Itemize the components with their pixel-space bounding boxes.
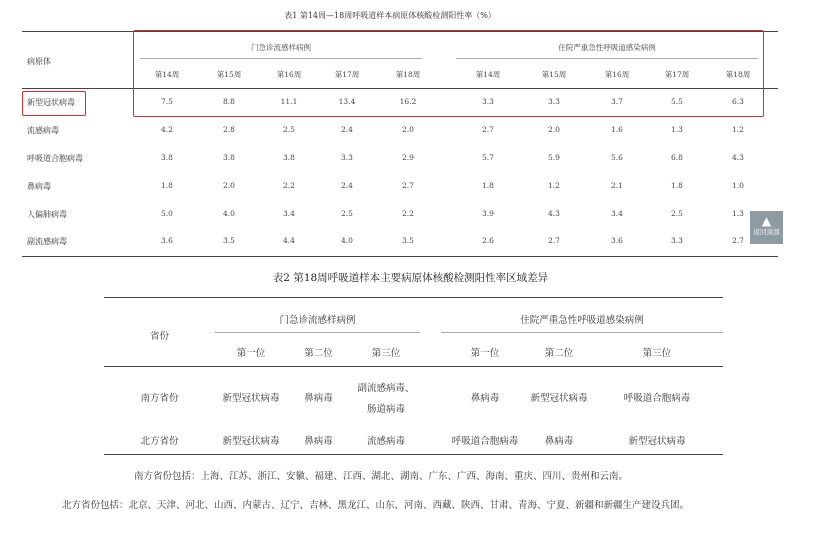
table1-cell: 2.7 [482,125,494,134]
table1-week-header-g1-4: 第17周 [334,70,360,79]
table2-north-g1-3: 流感病毒 [366,436,405,447]
back-to-top-label: 返回顶部 [753,228,780,236]
table1-bottom-rule [22,256,778,257]
table1-cell: 2.2 [283,181,295,190]
table2-south-g2-2: 新型冠状病毒 [530,393,588,404]
table1-cell: 2.7 [548,236,560,245]
table1-cell: 3.7 [611,97,623,106]
table1-cell: 3.5 [402,236,414,245]
table1-cell: 2.6 [482,236,494,245]
table2-south-g1-1: 新型冠状病毒 [222,393,280,404]
table1-row-name: 新型冠状病毒 [27,98,75,107]
table1-cell: 3.3 [341,153,353,162]
table2-g1-rank-1: 第一位 [236,348,266,359]
table2-south-g1-3a: 副流感病毒、 [357,383,415,394]
table1-cell: 2.7 [402,181,414,190]
table1-title: 表1 第14周—18周呼吸道样本病原体核酸检测阳性率（%） [284,11,496,20]
table1-week-header-g1-3: 第16周 [276,70,302,79]
table1-row-name: 鼻病毒 [27,182,51,191]
table1-cell: 5.9 [548,153,560,162]
table1-cell: 5.5 [671,97,683,106]
table2-south-g1-3b: 肠道病毒 [366,404,405,415]
table1-cell: 1.3 [732,209,744,218]
table1-cell: 1.8 [161,181,173,190]
table2-header-rule [104,366,723,367]
table1-week-header-g1-1: 第14周 [154,70,180,79]
table2-g2-rank-3: 第三位 [642,348,672,359]
table1-cell: 4.0 [341,236,353,245]
table1-cell: 7.5 [161,97,173,106]
table1-row-name: 副流感病毒 [27,237,67,246]
table1-cell: 4.3 [548,209,560,218]
table2-g2-rank-2: 第二位 [544,348,574,359]
table1-cell: 1.8 [671,181,683,190]
table1-cell: 2.5 [341,209,353,218]
table1-cell: 2.1 [611,181,623,190]
table1-cell: 2.9 [402,153,414,162]
table1-cell: 3.6 [611,236,623,245]
table1-cell: 2.2 [402,209,414,218]
table1-cell: 6.8 [671,153,683,162]
table2-row-north: 北方省份 [140,436,179,447]
table1-row-name: 流感病毒 [27,126,59,135]
table1-week-header-g1-5: 第18周 [395,70,421,79]
table1-cell: 4.3 [732,153,744,162]
table1-cell: 6.3 [732,97,744,106]
table1-cell: 1.2 [548,181,560,190]
table2-bottom-rule [104,454,723,455]
table1-cell: 3.4 [283,209,295,218]
table1-cell: 3.4 [611,209,623,218]
table1-week-header-g2-4: 第17周 [664,70,690,79]
table1-group2-header: 住院严重急性呼吸道感染病例 [558,43,656,52]
table1-cell: 4.2 [161,125,173,134]
table2-north-g1-1: 新型冠状病毒 [222,436,280,447]
table1-cell: 1.2 [732,125,744,134]
table2-title: 表2 第18周呼吸道样本主要病原体核酸检测阳性率区域差异 [272,272,549,284]
table2-group2-rule [441,332,723,333]
note-south-provinces: 南方省份包括：上海、江苏、浙江、安徽、福建、江西、湖北、湖南、广东、广西、海南、重庆、四川、贵州和云南。 [134,471,629,482]
table2-group2-header: 住院严重急性呼吸道感染病例 [520,315,644,326]
table1-cell: 4.0 [223,209,235,218]
table1-cell: 3.6 [161,236,173,245]
table1-cell: 1.0 [732,181,744,190]
table1-cell: 8.8 [223,97,235,106]
table1-cell: 11.1 [280,97,298,106]
table1-week-header-g2-3: 第16周 [604,70,630,79]
table1-cell: 3.5 [223,236,235,245]
table2-top-rule [104,297,723,298]
table1-week-header-g2-2: 第15周 [541,70,567,79]
table1-cell: 3.3 [671,236,683,245]
table1-cell: 3.8 [283,153,295,162]
table1-cell: 1.6 [611,125,623,134]
back-to-top-button[interactable] [750,211,783,244]
table1-cell: 2.5 [283,125,295,134]
table2-north-g2-3: 新型冠状病毒 [628,436,686,447]
table1-cell: 2.0 [548,125,560,134]
table2-south-g2-3: 呼吸道合胞病毒 [623,393,691,404]
table1-week-header-g1-2: 第15周 [216,70,242,79]
table1-cell: 3.9 [482,209,494,218]
table1-row-name: 人偏肺病毒 [27,210,67,219]
table1-cell: 4.4 [283,236,295,245]
table2-g1-rank-3: 第三位 [371,348,401,359]
table1-cell: 5.0 [161,209,173,218]
table2-north-g2-1: 呼吸道合胞病毒 [451,436,519,447]
table2-south-g1-2: 鼻病毒 [304,393,333,404]
table1-cell: 2.8 [223,125,235,134]
table2-group1-rule [215,332,420,333]
table1-cell: 16.2 [399,97,417,106]
table1-cell: 3.3 [482,97,494,106]
table2-g2-rank-1: 第一位 [470,348,500,359]
table1-cell: 2.0 [223,181,235,190]
table1-cell: 3.8 [161,153,173,162]
table1-row-name: 呼吸道合胞病毒 [27,154,83,163]
table1-cell: 3.3 [548,97,560,106]
table1-pathogen-header: 病原体 [27,57,51,66]
table1-cell: 2.0 [402,125,414,134]
table1-week-header-g2-5: 第18周 [725,70,751,79]
table1-cell: 1.3 [671,125,683,134]
table1-cell: 3.8 [223,153,235,162]
table2-north-g1-2: 鼻病毒 [304,436,333,447]
table1-cell: 2.4 [341,181,353,190]
table1-cell: 2.4 [341,125,353,134]
highlight-box-values [133,30,764,117]
table1-cell: 1.8 [482,181,494,190]
table2-north-g2-2: 鼻病毒 [544,436,574,447]
table1-cell: 2.5 [671,209,683,218]
table1-cell: 2.7 [732,236,744,245]
table1-cell: 5.7 [482,153,494,162]
table2-south-g2-1: 鼻病毒 [470,393,500,404]
table1-cell: 5.6 [611,153,623,162]
note-north-provinces: 北方省份包括：北京、天津、河北、山西、内蒙古、辽宁、吉林、黑龙江、山东、河南、西藏、陕西、甘肃、青海、宁夏、新疆和新疆生产建设兵团。 [62,500,690,511]
table2-g1-rank-2: 第二位 [304,348,333,359]
table1-week-header-g2-1: 第14周 [475,70,501,79]
table2-group1-header: 门急诊流感样病例 [279,315,356,326]
highlight-box-covid [22,91,86,116]
table1-cell: 13.4 [338,97,356,106]
table2-row-south: 南方省份 [140,393,179,404]
table1-group1-header: 门急诊流感样病例 [251,43,311,52]
arrow-up-icon: ▲ [761,214,772,228]
table2-province-header: 省份 [149,331,169,342]
